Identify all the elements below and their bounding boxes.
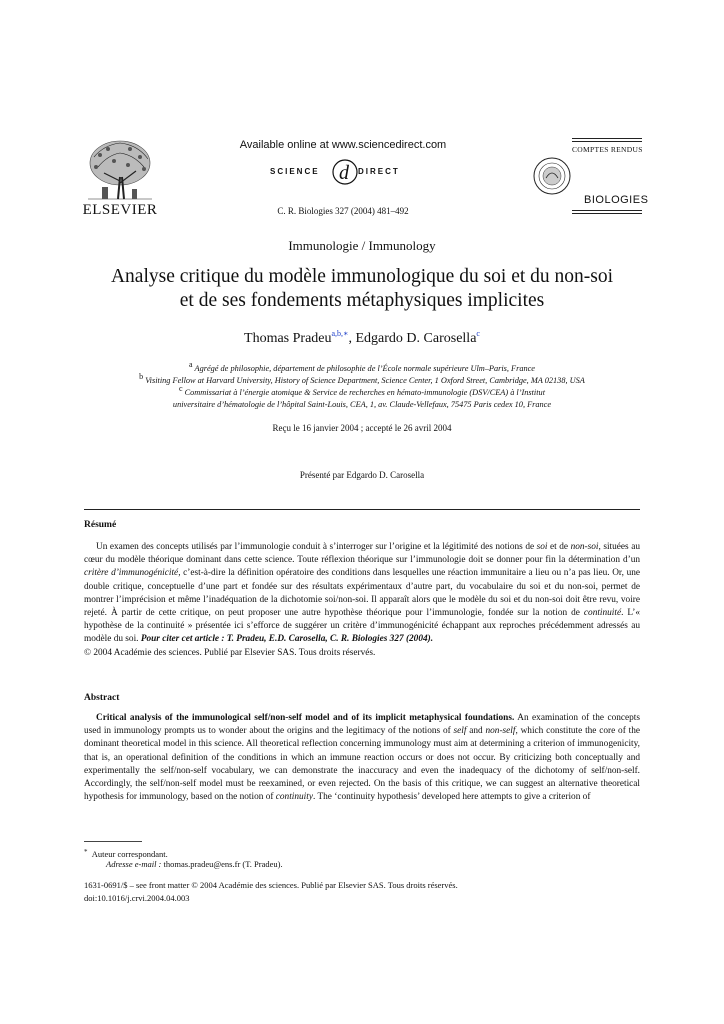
section-label: Immunologie / Immunology <box>288 238 436 253</box>
available-online-text: Available online at www.sciencedirect.com <box>239 139 447 151</box>
affiliation-a <box>0 360 724 375</box>
footnote-text: Auteur correspondant. <box>91 849 168 859</box>
issn-line: 1631-0691/$ – see front matter © 2004 Académie des sciences. Publié par Elsevier SAS. Tous droits réservés. <box>84 880 458 890</box>
abstract-heading: Abstract <box>84 693 120 703</box>
affil-mark: c <box>178 384 183 393</box>
title-line-2: et de ses fondements métaphysiques implicites <box>179 290 545 311</box>
affiliation-c-cont <box>0 399 724 411</box>
affil-text: Visiting Fellow at Harvard University, History of Science Department, Science Center, 1 Oxford Street, Cambridge, MA 02138, USA <box>145 376 585 385</box>
presented-by: Présenté par Edgardo D. Carosella <box>299 470 425 480</box>
comptes-rendus-text: COMPTES RENDUS <box>572 145 643 154</box>
sd-right-word: DIRECT <box>358 167 400 176</box>
svg-text:d: d <box>339 162 349 184</box>
authors <box>0 331 724 347</box>
doi-line[interactable]: doi:10.1016/j.crvi.2004.04.003 <box>84 893 190 903</box>
article-title <box>60 265 664 313</box>
affiliation-b <box>0 372 724 387</box>
footnote-divider <box>84 841 142 842</box>
abstract-paragraph: Critical analysis of the immunological self/non-self model and of its implicit metaphysical foundations. An examination of the concepts used in immunology prompts us to wonder about the origins and the legitimacy of the notions of self and non-self, which constitute the core of the dominant theoretical model in this science. All theoretical reflection concerning immunology must aim at determining a criterion of immunogenicity, that is, an operational definition of the conditions in which an immune reaction occurs or does not occur. By criticizing both conceptually and experimentally the self/non-self vocabulary, we can demonstrate the inaccuracy and even the inadequacy of the dichotomy of self/non-self. Accordingly, the self/non-self model must be reexamined, or even rejected. On the basis of this critique, we can suggest an alternative theoretical hypothesis for immunology, based on the notion of continuity. The ‘continuity hypothesis’ developed here attempts to give a criterion of <box>84 713 640 803</box>
affiliation-c <box>0 384 724 399</box>
resume-body <box>84 541 640 660</box>
footnote-mark: * <box>84 848 88 856</box>
publisher-name: ELSEVIER <box>82 202 158 218</box>
sciencedirect-logo <box>270 160 412 186</box>
academie-seal-icon <box>532 142 572 210</box>
biologies-text: BIOLOGIES <box>584 194 649 206</box>
sciencedirect-d-icon <box>330 156 360 188</box>
affil-mark: b <box>139 372 144 381</box>
author-2-affil-link[interactable]: c <box>476 329 480 338</box>
resume-heading: Résumé <box>84 520 117 530</box>
affil-text: Commissariat à l’énergie atomique & Service de recherches en hémato-immunologie (DSV/CEA) à l’Institut <box>184 388 546 397</box>
resume-copyright: © 2004 Académie des sciences. Publié par Elsevier SAS. Tous droits réservés. <box>84 647 376 658</box>
abstract-body <box>84 712 640 804</box>
front-matter-info <box>84 879 458 905</box>
author-separator: , <box>348 331 356 346</box>
author-1: Thomas Pradeu <box>244 331 332 346</box>
sd-left-word: SCIENCE <box>270 167 320 176</box>
title-line-1: Analyse critique du modèle immunologique du soi et du non-soi <box>110 266 614 287</box>
affil-mark: a <box>189 360 193 369</box>
affil-text: universitaire d’hématologie de l’hôpital Saint-Louis, CEA, 1, av. Claude-Vellefaux, 75475 Paris cedex 10, France <box>172 400 552 409</box>
author-2: Edgardo D. Carosella <box>355 331 477 346</box>
email-address[interactable]: thomas.pradeu@ens.fr (T. Pradeu). <box>161 859 283 869</box>
divider <box>84 509 640 510</box>
received-dates: Reçu le 16 janvier 2004 ; accepté le 26 avril 2004 <box>272 423 452 433</box>
email-label: Adresse e-mail : <box>106 859 162 869</box>
resume-paragraph: Un examen des concepts utilisés par l’immunologie conduit à s’interroger sur l’origine et la légitimité des notions de soi et de non-soi, situées au cœur du modèle théorique dominant dans cette science. Toute réflexion théorique sur l’immunologie doit se donner pour fin la détermination d’un critère d’immunogénicité, c’est-à-dire la définition opératoire des conditions dans lesquelles une réaction immunitaire a lieu ou n’a pas lieu. Or, une double critique, conceptuelle d’une part et fondée sur des résultats expérimentaux d’autre part, du vocabulaire du soi et du non-soi, permet de montrer l’imprécision et même l’inadéquation de la dichotomie soi/non-soi. Il apparaît alors que le modèle du soi et du non-soi doit être revu, voire rejeté. À partir de cette critique, on peut proposer une autre hypothèse théorique pour l’immunologie, fondée sur la notion de continuité. L’« hypothèse de la continuité » présentée ici s’efforce de suggérer un critère d’immunogénicité échappant aux reproches précédemment adressés au modèle du soi. Pour citer cet article : T. Pradeu, E.D. Carosella, C. R. Biologies 327 (2004). <box>84 542 641 645</box>
abstract-title: Critical analysis of the immunological self/non-self model and of its implicit metaphysical foundations. <box>96 713 515 723</box>
journal-reference: C. R. Biologies 327 (2004) 481–492 <box>277 206 409 216</box>
footnote-email <box>106 858 283 870</box>
author-1-affil-link[interactable]: a,b,∗ <box>331 329 349 338</box>
citation-note: Pour citer cet article : T. Pradeu, E.D. Carosella, C. R. Biologies 327 (2004). <box>140 634 434 645</box>
affil-text: Agrégé de philosophie, département de philosophie de l’École normale supérieure Ulm–Paris, France <box>194 364 535 373</box>
